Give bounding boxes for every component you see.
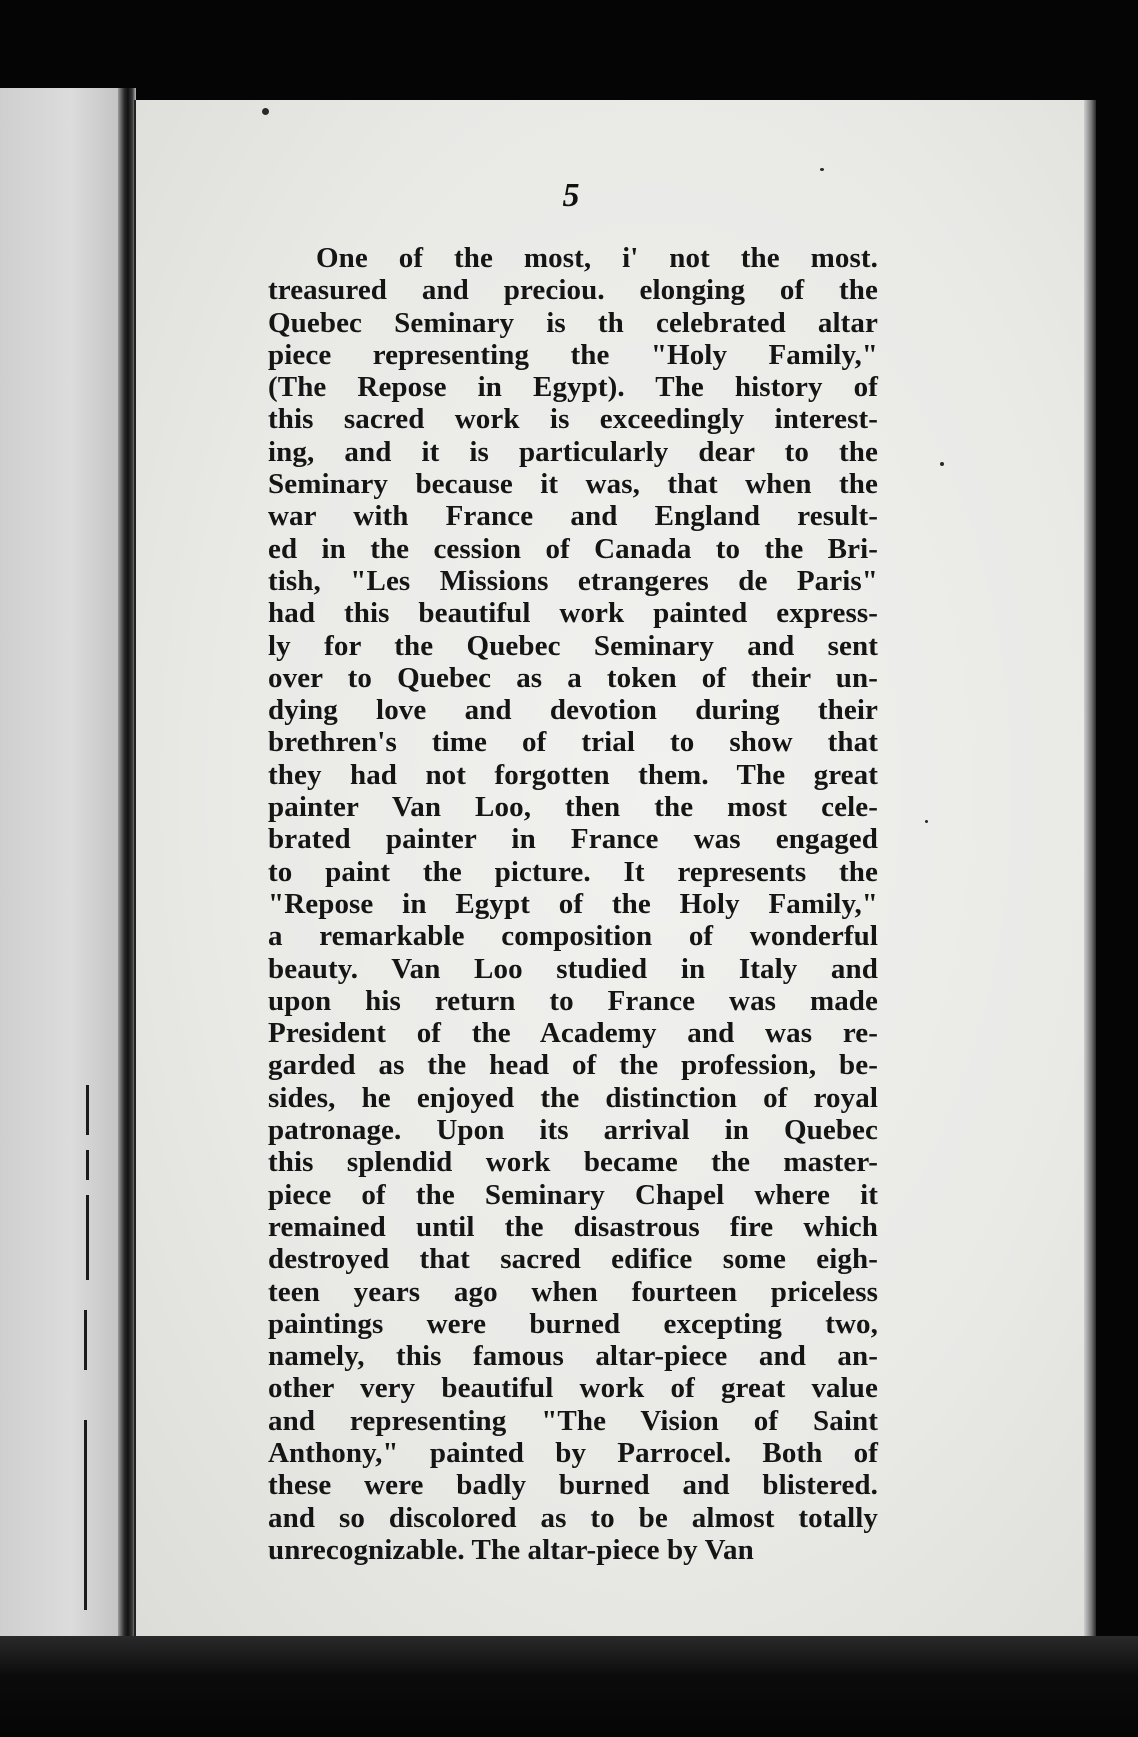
scan-bottom-border <box>0 1636 1138 1737</box>
text-line: this sacred work is exceedingly interest- <box>268 403 878 436</box>
text-line: upon his return to France was made <box>268 984 878 1017</box>
text-line: "Repose in Egypt of the Holy Family," <box>268 887 878 920</box>
facing-page-edge <box>0 88 118 1636</box>
text-line: beauty. Van Loo studied in Italy and <box>268 952 878 985</box>
text-line: Anthony," painted by Parrocel. Both of <box>268 1436 878 1469</box>
spine-mark <box>86 1085 89 1135</box>
text-line: war with France and England result- <box>268 500 878 533</box>
text-line: this splendid work became the master- <box>268 1146 878 1179</box>
text-line: a remarkable composition of wonderful <box>268 920 878 953</box>
text-line: teen years ago when fourteen priceless <box>268 1275 878 1308</box>
text-line: to paint the picture. It represents the <box>268 855 878 888</box>
body-paragraph <box>268 242 878 1566</box>
text-line: patronage. Upon its arrival in Quebec <box>268 1114 878 1147</box>
text-line: paintings were burned excepting two, <box>268 1307 878 1340</box>
text-line: piece of the Seminary Chapel where it <box>268 1178 878 1211</box>
text-line: One of the most, i' not the most. <box>316 242 878 274</box>
text-line: they had not forgotten them. The great <box>268 758 878 791</box>
text-line: other very beautiful work of great value <box>268 1372 878 1405</box>
page-number: 5 <box>562 177 580 214</box>
spine-mark <box>84 1310 87 1370</box>
text-line: ing, and it is particularly dear to the <box>268 435 878 468</box>
text-line: treasured and preciou. elonging of the <box>268 274 878 307</box>
page-right-edge <box>1084 100 1096 1636</box>
dust-speck <box>925 820 928 823</box>
spine-mark <box>84 1420 87 1610</box>
text-line: brated painter in France was engaged <box>268 823 878 856</box>
text-line: had this beautiful work painted express- <box>268 597 878 630</box>
text-line: ed in the cession of Canada to the Bri- <box>268 532 878 565</box>
text-line: painter Van Loo, then the most cele- <box>268 791 878 824</box>
text-line: sides, he enjoyed the distinction of royal <box>268 1081 878 1114</box>
text-line: tish, "Les Missions etrangeres de Paris" <box>268 564 878 597</box>
dust-speck <box>940 462 944 466</box>
dust-speck <box>262 108 269 115</box>
text-line: these were badly burned and blistered. <box>268 1469 878 1502</box>
spine-mark <box>86 1150 89 1180</box>
text-line: remained until the disastrous fire which <box>268 1210 878 1243</box>
text-line: dying love and devotion during their <box>268 694 878 727</box>
spine-mark <box>86 1195 89 1280</box>
text-line: destroyed that sacred edifice some eigh- <box>268 1243 878 1276</box>
text-line: (The Repose in Egypt). The history of <box>268 371 878 404</box>
text-line: and representing "The Vision of Saint <box>268 1404 878 1437</box>
text-line: garded as the head of the profession, be- <box>268 1049 878 1082</box>
text-line: unrecognizable. The altar-piece by Van <box>268 1533 754 1566</box>
text-line: President of the Academy and was re- <box>268 1017 878 1050</box>
dust-speck <box>820 168 824 171</box>
text-line: Seminary because it was, that when the <box>268 468 878 501</box>
text-line: Quebec Seminary is th celebrated altar <box>268 306 878 339</box>
text-line: and so discolored as to be almost totally <box>268 1501 878 1534</box>
text-line: ly for the Quebec Seminary and sent <box>268 629 878 662</box>
text-line: namely, this famous altar-piece and an- <box>268 1340 878 1373</box>
text-line: brethren's time of trial to show that <box>268 726 878 759</box>
text-line: piece representing the "Holy Family," <box>268 338 878 371</box>
text-line: over to Quebec as a token of their un- <box>268 661 878 694</box>
